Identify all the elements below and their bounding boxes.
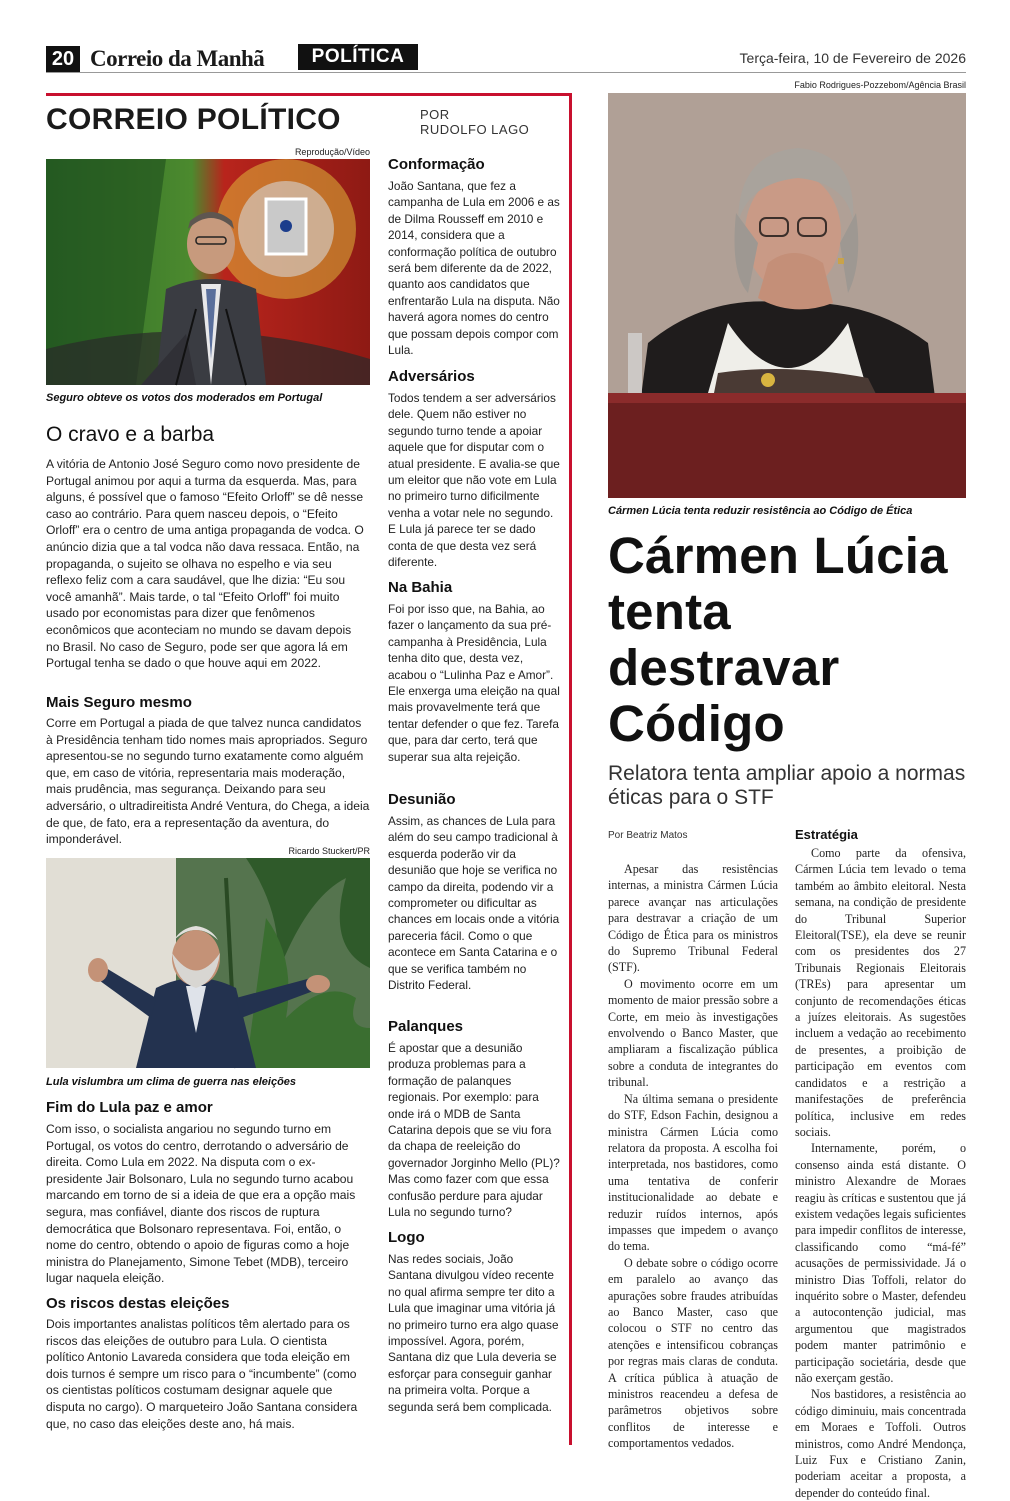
article-paragraph: Internamente, porém, o consenso ainda está distante. O ministro Alexandre de Moraes reagiu às críticas e sustentou que já existem vedações legais suficientes para impedir conflitos de interesse, classificando como “má-fé” acusações de permissividade. Já o ministro Dias Toffoli, relator do inquérito sobre o Master, defendeu a autocontenção judicial, mas argumentou que magistrados podem manter patrimônio e participação societária, desde que não exerçam gestão. [795, 1141, 966, 1385]
subheading-logo: Logo [388, 1229, 425, 1246]
article-byline: Por Beatriz Matos [608, 830, 688, 841]
paragraph-mais-seguro: Corre em Portugal a piada de que talvez nunca candidatos à Presidência tenham tido nomes mais apropriados. Seguro apresentou-se no segundo turno exatamente como alguém que, em caso de vitória, representaria mais moderação, mais prudência, mas segurança. Deixando para seu adversário, o ultradireitista André Ventura, do Chega, a ideia de que, de fato, era a representação da aventura, do imponderável. [46, 716, 370, 847]
paragraph-adversarios: Todos tendem a ser adversários dele. Quem não estiver no segundo turno tende a apoiar aquele que for disputar com o atual presidente. E avalia-se que um eleitor que não vote em Lula no primeiro turno dificilmente venha a votar nele no segundo. E Lula já parece ter se dado conta de que desta vez será diferente. [388, 391, 560, 570]
photo-caption: Seguro obteve os votos dos moderados em Portugal [46, 392, 323, 404]
subheading-conformacao: Conformação [388, 156, 485, 173]
newspaper-logo: Correio da Manhã [90, 46, 265, 71]
article-paragraph: O movimento ocorre em um momento de maior pressão sobre a Corte, em meio às investigações envolvendo o Banco Master, que ampliaram a fiscalização pública sobre a conduta de integrantes do tribunal. [608, 976, 778, 1090]
subheading-palanques: Palanques [388, 1018, 464, 1035]
subheading-riscos: Os riscos destas eleições [46, 1295, 230, 1312]
section-label: POLÍTICA [298, 44, 418, 70]
article-column-1 [608, 861, 778, 1452]
paragraph-fim-lula: Com isso, o socialista angariou no segundo turno em Portugal, os votos do centro, derrotando o adversário de direita. Como Lula em 2022. Na disputa com o ex-presidente Jair Bolsonaro, Lula no segundo turno acabou marcando em torno de si a ideia de que era a opção mais segura, mas confiável, diante dos riscos de ruptura democrática que Bolsonaro representava. Foi, então, o nome do centro, obtendo o apoio de figuras como a hoje ministra do Planejamento, Simone Tebet (MDB), terceiro lugar naquela eleição. [46, 1122, 356, 1286]
photo-credit: Reprodução/Vídeo [294, 147, 370, 157]
column-top-border [46, 93, 572, 96]
main-paragraph: A vitória de Antonio José Seguro como novo presidente de Portugal animou por aqui a turma da esquerda. Mas, para alguns, é possível que o famoso “Efeito Orloff” se dê nesse caso ao contrário. Para quem nasceu depois, o “Efeito Orloff” era o centro de uma antiga propaganda de vodca. O anúncio dizia que a tal vodca não dava ressaca. Então, na propaganda, o sujeito se olhava no espelho e via seu reflexo feliz com a cara saudável, que lhe dizia: “Eu sou você amanhã”. Mais tarde, o tal “Efeito Orloff” foi muito usado por economistas para dizer que fenômenos econômicos que aconteciam no mundo se davam depois no Brasil. No caso de Seguro, pode ser que agora lá em Portugal tenha se dado o que houve aqui em 2022. [46, 457, 364, 671]
photo-seguro [46, 159, 370, 385]
subheading-estrategia: Estratégia [795, 827, 858, 842]
paragraph-riscos: Dois importantes analistas políticos têm alertado para os riscos das eleições de outubro para Lula. O cientista político Antonio Lavareda considera que toda eleição em dois turnos é sempre um risco para o “incumbente” (como os cientistas políticos costumam designar aquele que disputa no cargo). O marqueteiro João Santana considera que, no caso das eleições deste ano, há mais. [46, 1317, 358, 1431]
paragraph-na-bahia: Foi por isso que, na Bahia, ao fazer o lançamento da sua pré-campanha à Presidência, Lula tenha dito que, desta vez, acabou o “Lulinha Paz e Amor”. Ele enxerga uma eleição na qual mais provavelmente terá que tentar defender o que fez. Tarefa que, para dar certo, terá que superar sua alta rejeição. [388, 602, 560, 764]
article-paragraph: Nos bastidores, a resistência ao código diminuiu, mais concentrada em Moraes e Toffoli. Outros ministros, como André Mendonça, Luiz Fux e Cristiano Zanin, poderiam aceitar a proposta, a depender do conteúdo final. [795, 1387, 966, 1500]
article-headline: Cármen Lúcia tenta destravar Código [608, 527, 948, 752]
article-subtitle: Relatora tenta ampliar apoio a normas éticas para o STF [608, 762, 966, 809]
byline-por: POR [420, 107, 450, 122]
column-title: CORREIO POLÍTICO [46, 103, 341, 136]
column-right-border [569, 93, 572, 1445]
subheading-mais-seguro: Mais Seguro mesmo [46, 694, 192, 711]
photo-credit: Fabio Rodrigues-Pozzebom/Agência Brasil [794, 80, 966, 90]
byline-author: RUDOLFO LAGO [420, 122, 530, 137]
main-heading: O cravo e a barba [46, 423, 215, 446]
subheading-desuniao: Desunião [388, 791, 456, 808]
article-paragraph: O debate sobre o código ocorre em paralelo ao avanço das apurações sobre fraudes atribuídas ao Banco Master, caso que colocou o STF no centro das atenções e intensificou cobranças por regras mais claras de conduta. A crítica pública à atuação de ministros reacendeu a defesa de parâmetros objetivos sobre conflitos de interesse e comportamentos vedados. [608, 1255, 778, 1451]
page-number: 20 [46, 46, 80, 72]
photo-caption: Lula vislumbra um clima de guerra nas eleições [46, 1076, 297, 1088]
paragraph-palanques: É apostar que a desunião produza problemas para a formação de palanques regionais. Por exemplo: para onde irá o MDB de Santa Catarina depois que se viu fora da chapa de reeleição do governador Jorginho Mello (PL)? Mas como fazer com que essa confusão perdure para ajudar Lula no segundo turno? [388, 1041, 560, 1220]
subheading-na-bahia: Na Bahia [388, 579, 453, 596]
page-header [46, 44, 966, 72]
header-divider [46, 72, 966, 73]
subheading-fim-lula: Fim do Lula paz e amor [46, 1099, 213, 1116]
article-paragraph: Na última semana o presidente do STF, Edson Fachin, designou a ministra Cármen Lúcia como relatora da proposta. A escolha foi interpretada, nos bastidores, como uma tentativa de conferir institucionalidade ao debate e reduzir ruídos internos, após impasses que impedem o avanço do tema. [608, 1091, 778, 1254]
paragraph-conformacao: João Santana, que fez a campanha de Lula em 2006 e as de Dilma Rousseff em 2010 e 2014, considera que a conformação política de outubro será bem diferente da de 2022, quanto aos candidatos que enfrentarão Lula na disputa. Não haverá agora nomes do centro que possam depois compor com Lula. [388, 179, 560, 358]
issue-date: Terça-feira, 10 de Fevereiro de 2026 [739, 50, 966, 66]
column-byline [420, 107, 529, 137]
photo-credit: Ricardo Stuckert/PR [288, 846, 370, 856]
article-column-2 [795, 845, 966, 1501]
photo-carmen-lucia [608, 93, 966, 498]
article-paragraph: Apesar das resistências internas, a ministra Cármen Lúcia parece avançar nas articulações para destravar a criação de um Código de Ética para os ministros do Supremo Tribunal Federal (STF). [608, 862, 778, 975]
paragraph-desuniao: Assim, as chances de Lula para além do seu campo tradicional à esquerda poderão vir da desunião que hoje se verifica no campo da direita, podendo vir a comprometer ou dificultar as chances em locais onde a vitória pareceria fácil. Como o que acontece em Santa Catarina e o que se verifica também no Distrito Federal. [388, 814, 560, 993]
photo-lula [46, 858, 370, 1068]
paragraph-logo: Nas redes sociais, João Santana divulgou vídeo recente no qual afirma sempre ter dito a Lula que imaginar uma vitória já no primeiro turno era algo quase impossível. Agora, porém, Santana diz que Lula deveria se esforçar para conseguir ganhar na primeira volta. Porque a segunda será bem complicada. [388, 1252, 559, 1414]
photo-caption: Cármen Lúcia tenta reduzir resistência ao Código de Ética [608, 505, 913, 517]
article-paragraph: Como parte da ofensiva, Cármen Lúcia tem levado o tema também ao âmbito eleitoral. Nesta semana, na condição de presidente do Tribunal Superior Eleitoral(TSE), ela deve se reunir com os presidentes dos 27 Tribunais Regionais Eleitorais (TREs) para apresentar um conjunto de recomendações éticas a juízes eleitorais. As sugestões incluem a vedação ao recebimento de presentes, a proibição de participação em eventos com candidatos e a restrição a manifestações de preferência política, inclusive em redes sociais. [795, 846, 966, 1139]
subheading-adversarios: Adversários [388, 368, 475, 385]
